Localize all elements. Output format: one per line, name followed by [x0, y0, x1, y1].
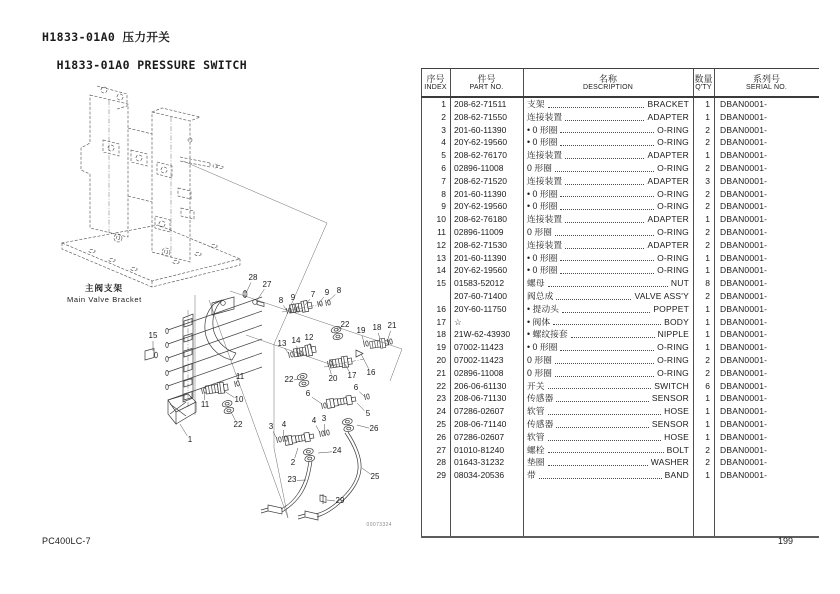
- table-row: [421, 444, 819, 457]
- cell-index: 6: [441, 162, 446, 173]
- cell-serial: DBAN0001-: [720, 380, 768, 391]
- dot-leader: [548, 286, 668, 287]
- table-header: [421, 69, 819, 98]
- callout-leader-line: [378, 333, 380, 339]
- callout-number: 6: [353, 382, 359, 392]
- cell-part-no: 08034-20536: [454, 470, 505, 481]
- callout-number: 8: [278, 295, 284, 305]
- header-part-no: 件号 PART NO.: [469, 73, 504, 91]
- cell-part-no: 201-60-11390: [454, 188, 507, 199]
- cell-qty: 1: [705, 303, 710, 314]
- cell-part-no: 07286-02607: [454, 406, 505, 417]
- callout-leader-line: [316, 426, 320, 433]
- dot-leader: [539, 478, 662, 479]
- table-row: [421, 149, 819, 162]
- dot-leader: [555, 376, 654, 377]
- header-serial-no: 系列号 SERIAL NO.: [745, 73, 788, 91]
- table-row: [421, 290, 819, 303]
- dot-leader: [565, 158, 644, 159]
- callout-number: 6: [305, 388, 311, 398]
- table-row: [421, 392, 819, 405]
- cell-part-no: 208-62-71520: [454, 175, 507, 186]
- cell-index: 21: [436, 367, 446, 378]
- cell-serial: DBAN0001-: [720, 444, 768, 455]
- cell-part-no: 21W-62-43930: [454, 329, 511, 340]
- cell-serial: DBAN0001-: [720, 188, 768, 199]
- dot-leader: [565, 184, 644, 185]
- parts-rows: [421, 98, 819, 482]
- cell-description: 带 BAND: [527, 470, 689, 481]
- cell-index: 2: [441, 111, 446, 122]
- cell-description: • 0 形圈 O-RING: [527, 201, 689, 212]
- callout-number: 5: [365, 408, 371, 418]
- callout-leader-line: [257, 289, 264, 300]
- cell-serial: DBAN0001-: [720, 342, 768, 353]
- callout-number: 27: [262, 279, 272, 289]
- callout-number: 10: [234, 394, 244, 404]
- callout-number: 29: [335, 495, 345, 505]
- cell-serial: DBAN0001-: [720, 201, 768, 212]
- cell-description: 阀总成 VALVE ASS'Y: [527, 290, 689, 301]
- cell-part-no: 201-60-11390: [454, 124, 507, 135]
- cell-index: 11: [437, 226, 446, 237]
- cell-description: 连接装置 ADAPTER: [527, 150, 689, 161]
- cell-description: 传感器 SENSOR: [527, 393, 689, 404]
- cell-part-no: 01010-81240: [454, 444, 505, 455]
- cell-qty: 1: [705, 406, 710, 417]
- table-row: [421, 252, 819, 265]
- callout-leader-line: [361, 354, 369, 369]
- dot-leader: [553, 324, 661, 325]
- cell-description: • 0 形圈 O-RING: [527, 124, 689, 135]
- dot-leader: [562, 312, 650, 313]
- callout-number: 8: [336, 285, 342, 295]
- table-row: [421, 111, 819, 124]
- main-valve-bracket-drawing: [62, 86, 240, 287]
- header-index: 序号 INDEX: [424, 73, 447, 91]
- cell-serial: DBAN0001-: [720, 175, 768, 186]
- callout-number: 7: [310, 289, 316, 299]
- cell-description: 软管 HOSE: [527, 406, 689, 417]
- cell-qty: 1: [705, 150, 710, 161]
- callout-number: 9: [324, 287, 330, 297]
- callout-number: 11: [235, 371, 245, 381]
- cell-description: 连接装置 ADAPTER: [527, 175, 689, 186]
- cell-serial: DBAN0001-: [720, 316, 768, 327]
- callout-leader-line: [246, 283, 251, 293]
- page-title-en: H1833-01A0 PRESSURE SWITCH: [56, 58, 248, 72]
- dot-leader: [548, 465, 648, 466]
- cell-part-no: 20Y-60-11750: [454, 303, 507, 314]
- callout-leader-line: [357, 403, 364, 411]
- table-row: [421, 124, 819, 137]
- table-row: [421, 469, 819, 482]
- table-row: [421, 239, 819, 252]
- callout-leader-line: [357, 425, 369, 428]
- cell-serial: DBAN0001-: [720, 278, 768, 289]
- callout-number: 28: [248, 272, 258, 282]
- cell-index: 29: [436, 470, 446, 481]
- cell-description: 开关 SWITCH: [527, 380, 689, 391]
- cell-qty: 2: [705, 226, 710, 237]
- cell-index: 25: [436, 418, 446, 429]
- cell-serial: DBAN0001-: [720, 457, 768, 468]
- cell-qty: 2: [705, 162, 710, 173]
- callout-leader-line: [283, 430, 284, 438]
- callout-number: 25: [370, 471, 380, 481]
- dot-leader: [560, 350, 654, 351]
- dot-leader: [556, 299, 631, 300]
- cell-description: 连接装置 ADAPTER: [527, 214, 689, 225]
- table-row: [421, 277, 819, 290]
- cell-index: 20: [436, 354, 446, 365]
- cell-description: 0 形圈 O-RING: [527, 354, 689, 365]
- clamp-strap: [205, 290, 264, 360]
- cell-description: • 0 形圈 O-RING: [527, 137, 689, 148]
- cell-part-no: 01583-52012: [454, 278, 505, 289]
- table-row: [421, 341, 819, 354]
- cell-qty: 2: [705, 354, 710, 365]
- callout-layer: [149, 273, 397, 505]
- cell-index: 15: [436, 278, 446, 289]
- cell-part-no: 20Y-62-19560: [454, 265, 508, 276]
- cell-qty: 1: [705, 99, 710, 109]
- dot-leader: [560, 196, 654, 197]
- callout-number: 14: [291, 335, 301, 345]
- cell-serial: DBAN0001-: [720, 418, 768, 429]
- dot-leader: [555, 363, 654, 364]
- cell-index: 26: [436, 431, 446, 442]
- cell-description: 连接装置 ADAPTER: [527, 111, 689, 122]
- callout-number: 24: [332, 445, 342, 455]
- dot-leader: [560, 273, 654, 274]
- callout-number: 4: [311, 415, 317, 425]
- cell-description: • 0 形圈 O-RING: [527, 265, 689, 276]
- cell-qty: 2: [705, 457, 710, 468]
- cell-serial: DBAN0001-: [720, 99, 768, 109]
- cell-index: 19: [436, 342, 446, 353]
- cell-serial: DBAN0001-: [720, 406, 768, 417]
- cell-serial: DBAN0001-: [720, 303, 768, 314]
- cell-index: 10: [436, 214, 446, 225]
- cell-qty: 1: [705, 265, 710, 276]
- callout-number: 11: [200, 399, 210, 409]
- cell-qty: 1: [705, 418, 710, 429]
- callout-leader-line: [318, 297, 324, 304]
- dot-leader: [548, 414, 662, 415]
- cell-index: 16: [436, 303, 446, 314]
- callout-leader-line: [362, 336, 364, 343]
- callout-leader-line: [273, 432, 277, 439]
- cell-qty: 1: [705, 214, 710, 225]
- cell-index: 1: [441, 99, 446, 109]
- callout-number: 2: [290, 457, 296, 467]
- cell-index: [421, 290, 450, 303]
- page-number: 199: [778, 536, 794, 546]
- cell-serial: DBAN0001-: [720, 137, 768, 148]
- cell-qty: 2: [705, 367, 710, 378]
- cell-qty: 1: [705, 111, 710, 122]
- dot-leader: [548, 452, 664, 453]
- table-row: [421, 354, 819, 367]
- callout-number: 18: [372, 322, 382, 332]
- cell-index: 24: [436, 406, 446, 417]
- table-row: [421, 316, 819, 329]
- parts-table: [421, 68, 819, 538]
- cell-serial: DBAN0001-: [720, 252, 768, 263]
- cell-description: • 阀体 BODY: [527, 316, 689, 327]
- cell-index: 8: [441, 188, 446, 199]
- cell-serial: DBAN0001-: [720, 329, 768, 340]
- callout-leader-line: [327, 500, 335, 501]
- cell-part-no: 20Y-62-19560: [454, 137, 508, 148]
- cell-serial: DBAN0001-: [720, 367, 768, 378]
- cell-description: 支架 BRACKET: [527, 99, 689, 109]
- cell-qty: 2: [705, 124, 710, 135]
- cell-part-no: 207-60-71400: [454, 290, 507, 301]
- cell-index: 3: [441, 124, 446, 135]
- dot-leader: [548, 388, 652, 389]
- cell-index: 23: [436, 393, 446, 404]
- header-qty: 数量 Q'TY: [694, 73, 713, 91]
- cell-serial: DBAN0001-: [720, 162, 768, 173]
- cell-qty: 1: [705, 431, 710, 442]
- callout-number: 3: [268, 421, 274, 431]
- table-row: [421, 328, 819, 341]
- cell-part-no: 01643-31232: [454, 457, 505, 468]
- bracket-label-en: Main Valve Bracket: [67, 295, 142, 304]
- bracket-label-cn: 主阀支架: [85, 283, 124, 293]
- cell-index: 14: [436, 265, 446, 276]
- cell-description: 0 形圈 O-RING: [527, 226, 689, 237]
- table-row: [421, 380, 819, 393]
- cell-index: 7: [441, 175, 446, 186]
- cell-qty: 2: [705, 444, 710, 455]
- callout-number: 19: [356, 325, 366, 335]
- cell-part-no: 208-62-71530: [454, 239, 507, 250]
- table-row: [421, 418, 819, 431]
- callout-leader-line: [359, 392, 365, 397]
- callout-number: 9: [290, 292, 296, 302]
- cell-serial: DBAN0001-: [720, 239, 768, 250]
- table-row: [421, 456, 819, 469]
- callout-leader-line: [294, 379, 298, 380]
- dot-leader: [560, 145, 654, 146]
- callout-number: 15: [148, 330, 158, 340]
- table-row: [421, 175, 819, 188]
- cell-index: 5: [441, 150, 446, 161]
- cell-serial: DBAN0001-: [720, 290, 768, 301]
- callout-leader-line: [318, 452, 332, 453]
- cell-description: 0 形圈 O-RING: [527, 367, 689, 378]
- cell-serial: DBAN0001-: [720, 265, 768, 276]
- dot-leader: [571, 337, 655, 338]
- cell-part-no: 208-62-71511: [454, 99, 507, 109]
- cell-part-no: ☆: [454, 316, 462, 327]
- cell-part-no: 208-06-71140: [454, 418, 507, 429]
- cell-index: 17: [436, 316, 446, 327]
- callout-leader-line: [295, 448, 298, 458]
- cell-qty: 1: [705, 329, 710, 340]
- cell-description: • 0 形圈 O-RING: [527, 252, 689, 263]
- callout-number: 4: [281, 419, 287, 429]
- callout-number: 13: [277, 338, 287, 348]
- table-row: [421, 431, 819, 444]
- callout-number: 22: [233, 419, 243, 429]
- cell-description: 软管 HOSE: [527, 431, 689, 442]
- cell-serial: DBAN0001-: [720, 393, 768, 404]
- cell-serial: DBAN0001-: [720, 150, 768, 161]
- cell-description: 螺母 NUT: [527, 278, 689, 289]
- cell-part-no: 02896-11008: [454, 367, 504, 378]
- callout-number: 17: [347, 370, 357, 380]
- page-title-cn: H1833-01A0 压力开关: [42, 30, 171, 44]
- cell-part-no: 201-60-11390: [454, 252, 507, 263]
- cell-index: 9: [441, 201, 446, 212]
- cell-description: • 0 形圈 O-RING: [527, 188, 689, 199]
- dot-leader: [560, 260, 654, 261]
- callout-leader-line: [362, 468, 371, 474]
- dot-leader: [556, 401, 648, 402]
- cell-serial: DBAN0001-: [720, 354, 768, 365]
- cell-index: 22: [436, 380, 446, 391]
- cell-part-no: 02896-11008: [454, 162, 504, 173]
- cell-description: • 螺纹接套 NIPPLE: [527, 329, 689, 340]
- cell-serial: DBAN0001-: [720, 124, 768, 135]
- callout-number: 12: [304, 332, 314, 342]
- dot-leader: [565, 222, 644, 223]
- cell-qty: 2: [705, 290, 710, 301]
- figure-number: 00073324: [366, 522, 392, 528]
- cell-index: 13: [436, 252, 446, 263]
- dot-leader: [548, 440, 662, 441]
- callout-leader-line: [224, 391, 235, 398]
- cell-serial: DBAN0001-: [720, 111, 768, 122]
- cell-qty: 2: [705, 188, 710, 199]
- callout-number: 22: [284, 374, 294, 384]
- cell-part-no: 02896-11009: [454, 226, 504, 237]
- callout-number: 26: [369, 423, 379, 433]
- model-code: PC400LC-7: [42, 536, 91, 546]
- hoses: [261, 432, 361, 520]
- table-row: [421, 200, 819, 213]
- cell-part-no: 208-62-76170: [454, 150, 507, 161]
- cell-part-no: 208-62-76180: [454, 214, 507, 225]
- cell-qty: 1: [705, 252, 710, 263]
- table-row: [421, 405, 819, 418]
- cell-description: • 0 形圈 O-RING: [527, 342, 689, 353]
- callout-leader-line: [180, 424, 187, 436]
- cell-part-no: 208-62-71550: [454, 111, 507, 122]
- cell-serial: DBAN0001-: [720, 431, 768, 442]
- table-row: [421, 226, 819, 239]
- callout-leader-line: [312, 397, 322, 404]
- cell-description: • 提动头 POPPET: [527, 303, 689, 314]
- cell-qty: 1: [705, 342, 710, 353]
- cell-part-no: 07002-11423: [454, 342, 504, 353]
- dot-leader: [555, 235, 654, 236]
- table-row: [421, 367, 819, 380]
- cell-description: 传感器 SENSOR: [527, 418, 689, 429]
- cell-qty: 1: [705, 316, 710, 327]
- table-row: [421, 264, 819, 277]
- header-description: 名称 DESCRIPTION: [582, 73, 634, 91]
- table-row: [421, 162, 819, 175]
- table-row: [421, 303, 819, 316]
- dot-leader: [548, 107, 645, 108]
- cell-qty: 3: [705, 175, 710, 186]
- callout-leader-line: [387, 331, 391, 342]
- cell-qty: 2: [705, 239, 710, 250]
- callout-number: 3: [321, 413, 327, 423]
- table-row: [421, 136, 819, 149]
- cell-description: 螺栓 BOLT: [527, 444, 689, 455]
- cell-part-no: 07002-11423: [454, 354, 504, 365]
- cell-qty: 1: [705, 470, 710, 481]
- cell-index: 12: [436, 239, 446, 250]
- dot-leader: [560, 209, 654, 210]
- cell-index: 28: [436, 457, 446, 468]
- cell-index: 4: [441, 137, 446, 148]
- cell-description: 垫圈 WASHER: [527, 457, 689, 468]
- cell-description: 0 形圈 O-RING: [527, 162, 689, 173]
- cell-qty: 1: [705, 393, 710, 404]
- dot-leader: [565, 120, 644, 121]
- callout-number: 22: [340, 319, 350, 329]
- callout-number: 21: [387, 320, 397, 330]
- cell-qty: 2: [705, 201, 710, 212]
- cell-description: 连接装置 ADAPTER: [527, 239, 689, 250]
- callout-number: 1: [187, 434, 193, 444]
- table-row: [421, 188, 819, 201]
- dot-leader: [565, 248, 644, 249]
- cell-part-no: 20Y-62-19560: [454, 201, 508, 212]
- table-row: [421, 98, 819, 111]
- callout-number: 20: [328, 373, 338, 383]
- cell-qty: 6: [705, 380, 710, 391]
- dot-leader: [560, 132, 654, 133]
- cell-index: 27: [436, 444, 446, 455]
- cell-part-no: 208-06-71130: [454, 393, 507, 404]
- cell-qty: 2: [705, 137, 710, 148]
- cell-serial: DBAN0001-: [720, 214, 768, 225]
- dot-leader: [555, 171, 654, 172]
- cell-qty: 8: [705, 278, 710, 289]
- cell-part-no: 07286-02607: [454, 431, 505, 442]
- callout-number: 16: [366, 367, 376, 377]
- dot-leader: [556, 427, 648, 428]
- table-row: [421, 213, 819, 226]
- callout-number: 23: [287, 474, 297, 484]
- cell-part-no: 206-06-61130: [454, 380, 507, 391]
- cell-serial: DBAN0001-: [720, 226, 768, 237]
- cell-serial: DBAN0001-: [720, 470, 768, 481]
- cell-index: 18: [436, 329, 446, 340]
